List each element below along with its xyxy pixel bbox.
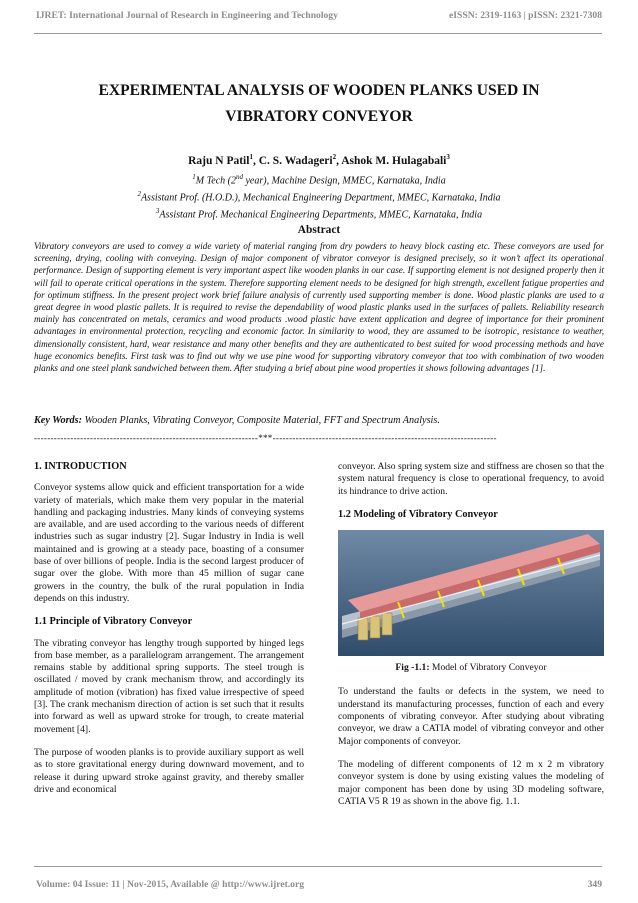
section-separator: --------------------------------------------------------------------***-------------------------------------------------------------------- [34,433,497,443]
figure-caption-text: Model of Vibratory Conveyor [429,662,547,674]
figure-label: Fig -1.1: [395,662,430,674]
figure-caption [338,662,604,674]
paragraph: Conveyor systems allow quick and efficient transportation for a wide variety of materials, which make them very popular in the material handling and packaging industries. Many kinds of conveying systems are available, and are used according to the various needs of different industries such as sugar industry [2]. Sugar Industry in India is well maintained and is growing at a steady pace, boasting of a consumer base of over billions of people. India is the second largest producer of sugar over the globe. With more than 45 million of sugar cane growers in the country, the bulk of the rural population in India depends on this industry. [34,482,304,604]
affiliation-2-text: Assistant Prof. (H.O.D.), Mechanical Engineering Department, MMEC, Karnataka, India [140,192,501,204]
paragraph: To understand the faults or defects in the system, we need to understand its manufacturing processes, function of each and every components of vibrating conveyor. After studying about vibrating conveyor, we draw a CATIA model of vibrating conveyor and other Major components of conveyor. [338,686,604,747]
conveyor-model-figure [338,530,604,656]
issn: eISSN: 2319-1163 | pISSN: 2321-7308 [449,10,602,21]
affiliation-1-sup: 1 [192,173,196,181]
affiliation-1 [34,171,604,188]
right-column [338,461,604,819]
running-footer [36,879,602,890]
header-rule [34,33,602,34]
affiliation-3 [34,205,604,222]
author-3: , Ashok M. Hulagabali [336,154,447,167]
section-heading-principle: 1.1 Principle of Vibratory Conveyor [34,616,193,628]
running-header [36,10,602,21]
affiliation-2-sup: 2 [137,189,141,198]
author-list [34,153,604,167]
abstract-heading: Abstract [297,224,341,236]
conveyor-model-image [338,530,604,656]
affiliations [34,171,604,222]
title-line-2: VIBRATORY CONVEYOR [225,108,413,125]
author-3-sup: 3 [446,153,450,161]
author-2-sup: 2 [332,153,337,161]
affiliation-1-post: year), Machine Design, MMEC, Karnataka, India [242,175,446,187]
left-column [34,461,304,807]
paper-title [34,78,604,130]
affiliation-1-ordinal: nd [235,173,243,181]
keywords-text: Wooden Planks, Vibrating Conveyor, Composite Material, FFT and Spectrum Analysis. [82,415,440,426]
abstract-text: Vibratory conveyors are used to convey a wide variety of material ranging from dry powders to heavy block casting etc. These conveyors are used for screening, drying, cooling with conveying. Design of major component of vibrator conveyor is designed precisely, so it won’t affect its operational performance. Design of supporting element is very important aspect like wooden planks in our case. If supporting element is not designed properly then it will fail to operate critical operations in the system. Therefore supporting element needs to be designed for high strength, excellent fatigue properties and for optimum stiffness. In the present project work brief failure analysis of currently used supporting member is done. Wood plastic planks are used to a great degree in wood plastic pallets. It is required to revise the dependability of wood plastic planks used in the surfaces of pallets. Reliability research mainly has concentrated on metals, ceramics and wood products .wood plastic have extent application and degree of importance for their prominent advantages in environmental protection, recycling and economic factor. In similarity to wood, they are assumed to be isotropic, resistance to weather, dimensionally consistent, hard, wear resistance and many other benefits and they are authenticated to best suited for wood processing methods and have huge economics benefits. First task was to find out why we use pine wood for supporting vibratory conveyor that too with combination of two wooden planks and one steel plank sandwiched between them. After studying a brief about pine wood properties it shows following advantages [1]. [34,241,604,374]
section-heading-modeling: 1.2 Modeling of Vibratory Conveyor [338,508,498,520]
title-line-1: EXPERIMENTAL ANALYSIS OF WOODEN PLANKS USED IN [98,82,540,99]
keywords-label: Key Words: [34,415,83,426]
keywords [34,415,604,426]
author-1: Raju N Patil [188,154,250,167]
footer-rule [34,866,602,867]
author-2: , C. S. Wadageri [252,154,333,167]
affiliation-3-text: Assistant Prof. Mechanical Engineering Departments, MMEC, Karnataka, India [159,209,483,221]
section-heading-introduction: 1. INTRODUCTION [34,461,127,472]
paragraph: The purpose of wooden planks is to provide auxiliary support as well as to store gravitational energy during downward movement, and to release it during upward stroke against gravity, and thereby smaller drive and economical [34,746,304,795]
page-number: 349 [587,879,602,890]
affiliation-1-pre: M Tech (2 [195,175,236,187]
affiliation-3-sup: 3 [155,206,160,215]
paragraph: conveyor. Also spring system size and stiffness are chosen so that the system natural frequency is close to operational frequency, to avoid its hindrance to drive action. [338,461,604,497]
volume-info: Volume: 04 Issue: 11 | Nov-2015, Available @ http://www.ijret.org [36,879,305,890]
affiliation-2 [34,188,604,205]
author-1-sup: 1 [249,153,253,161]
paragraph: The vibrating conveyor has lengthy trough supported by hinged legs from base member, as a parallelogram arrangement. The arrangement remains stable by additional spring supports. The steel trough is oscillated / moved by crank mechanism throw, and accordingly its amplitude of motion (vibration) has fixed value irrespective of speed [3]. The crank mechanism direction of action is set such that it results into forward as well as upward stroke for trough, to create material movement [4]. [34,637,304,735]
paragraph: The modeling of different components of 12 m x 2 m vibratory conveyor system is done by using existing values the modeling of major component has been done by using 3D modeling software, CATIA V5 R 19 as shown in the above fig. 1.1. [338,758,604,807]
journal-name: IJRET: International Journal of Research in Engineering and Technology [36,10,338,21]
